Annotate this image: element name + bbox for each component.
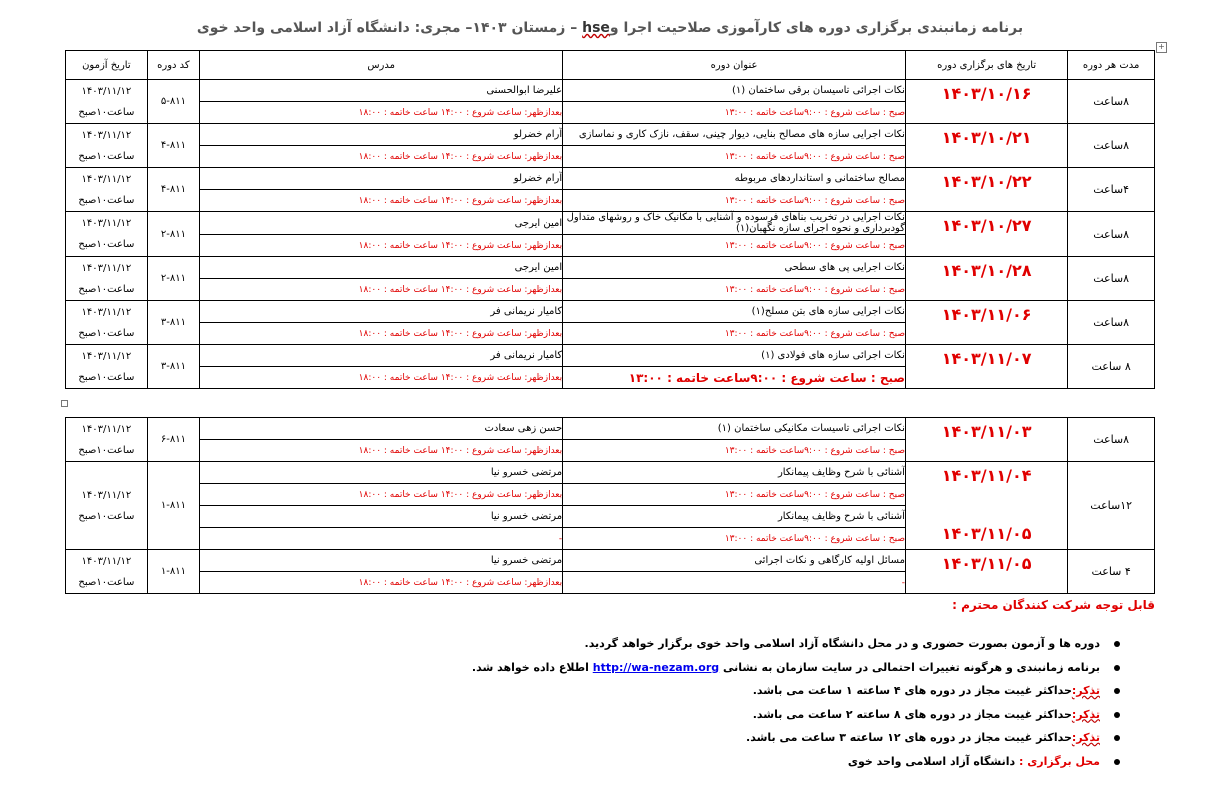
exam-date: ۱۴۰۳/۱۱/۱۲ [81, 129, 132, 141]
note-label: محل برگزاری : [1018, 754, 1100, 768]
teacher-name: امین ایرجی [200, 257, 563, 279]
duration-cell: ۸ساعت [1068, 418, 1155, 462]
course-title: آشنائی با شرح وظایف پیمانکار [563, 462, 906, 484]
exam-time: ساعت۱۰صبح [78, 576, 135, 588]
course-code: ۱-۸۱۱ [147, 462, 199, 550]
course-date: ۱۴۰۳/۱۱/۰۴ [941, 466, 1032, 485]
note-text: حداکثر غیبت مجاز در دوره های ۴ ساعته ۱ ساعت می باشد. [752, 684, 1072, 697]
date-cell [905, 550, 1067, 594]
date-cell [905, 345, 1067, 389]
schedule-table-2 [65, 417, 1155, 594]
course-title: نکات اجرائی تاسیسان برقی ساختمان (۱) [563, 80, 906, 102]
table-header-row [66, 51, 1155, 80]
course-code: ۱-۸۱۱ [147, 550, 199, 594]
duration-cell: ۸ ساعت [1068, 345, 1155, 389]
duration-cell: ۴ساعت [1068, 168, 1155, 212]
duration-cell: ۸ساعت [1068, 212, 1155, 257]
table-row [66, 418, 1155, 440]
teacher-name: مرتضی خسرو نیا [200, 550, 563, 572]
table-row [66, 212, 1155, 235]
exam-cell [66, 168, 148, 212]
course-title: مصالح ساختمانی و استانداردهای مربوطه [563, 168, 906, 190]
exam-time: ساعت۱۰صبح [78, 444, 135, 456]
schedule-table-1 [65, 50, 1155, 389]
note-item [220, 703, 1120, 727]
course-code: ۳-۸۱۱ [147, 301, 199, 345]
title-hse: hse [582, 20, 610, 36]
course-code: ۳-۸۱۱ [147, 345, 199, 389]
exam-time: ساعت۱۰صبح [78, 510, 135, 522]
exam-time: ساعت۱۰صبح [78, 283, 135, 295]
exam-time: ساعت۱۰صبح [78, 194, 135, 206]
teacher-name: کامیار نریمانی فر [200, 345, 563, 367]
duration-cell: ۸ساعت [1068, 257, 1155, 301]
course-date: ۱۴۰۳/۱۰/۲۷ [941, 216, 1032, 235]
exam-date: ۱۴۰۳/۱۱/۱۲ [81, 423, 132, 435]
exam-date: ۱۴۰۳/۱۱/۱۲ [81, 555, 132, 567]
afternoon-time: بعدازظهر: ساعت شروع : ۱۴:۰۰ ساعت خاتمه : ۱۸:۰۰ [200, 235, 563, 257]
table-row [66, 80, 1155, 102]
course-title: نکات اجرایی سازه های بتن مسلح(۱) [563, 301, 906, 323]
course-title: نکات اجرائی سازه های فولادی (۱) [563, 345, 906, 367]
course-title: آشنائی با شرح وظایف پیمانکار [563, 506, 906, 528]
course-code: ۲-۸۱۱ [147, 257, 199, 301]
exam-date: ۱۴۰۳/۱۱/۱۲ [81, 350, 132, 362]
table-row [66, 550, 1155, 572]
duration-cell: ۸ساعت [1068, 124, 1155, 168]
course-title: نکات اجرایی در تخریب بناهای فرسوده و آشنایی با مکانیک خاک و روشهای متداول گودبرداری و نحوه اجرای سازه نگهبان(۱) [563, 212, 906, 235]
exam-time: ساعت۱۰صبح [78, 150, 135, 162]
note-label: تذکر: [1071, 707, 1100, 721]
date-cell [905, 418, 1067, 462]
course-title: نکات اجرایی سازه های مصالح بنایی، دیوار چینی، سقف، نازک کاری و نماسازی [563, 124, 906, 146]
date-cell [905, 462, 1067, 506]
course-date: ۱۴۰۳/۱۱/۰۶ [941, 305, 1032, 324]
course-date: ۱۴۰۳/۱۰/۲۱ [941, 128, 1032, 147]
morning-time: صبح : ساعت شروع : ۹:۰۰ساعت خاتمه : ۱۳:۰۰ [563, 323, 906, 345]
afternoon-time: بعدازظهر: ساعت شروع : ۱۴:۰۰ ساعت خاتمه : ۱۸:۰۰ [200, 484, 563, 506]
morning-time: صبح : ساعت شروع : ۹:۰۰ساعت خاتمه : ۱۳:۰۰ [563, 279, 906, 301]
morning-time: صبح : ساعت شروع : ۹:۰۰ساعت خاتمه : ۱۳:۰۰ [563, 528, 906, 550]
course-code: ۲-۸۱۱ [147, 212, 199, 257]
date-cell [905, 212, 1067, 257]
title-pre: برنامه زمانبندی برگزاری دوره های کارآموزی صلاحیت اجرا و [609, 20, 1024, 36]
page-title [0, 20, 1220, 36]
exam-cell [66, 462, 148, 550]
afternoon-time: بعدازظهر: ساعت شروع : ۱۴:۰۰ ساعت خاتمه : ۱۸:۰۰ [200, 102, 563, 124]
table-row [66, 506, 1155, 528]
note-item [220, 726, 1120, 750]
title-post: – زمستان ۱۴۰۳– مجری: دانشگاه آزاد اسلامی واحد خوی [196, 20, 583, 36]
afternoon-time: بعدازظهر: ساعت شروع : ۱۴:۰۰ ساعت خاتمه : ۱۸:۰۰ [200, 572, 563, 594]
morning-time: صبح : ساعت شروع : ۹:۰۰ساعت خاتمه : ۱۳:۰۰ [563, 190, 906, 212]
course-code: ۴-۸۱۱ [147, 124, 199, 168]
table-row [66, 462, 1155, 484]
exam-cell [66, 418, 148, 462]
header-duration: مدت هر دوره [1068, 51, 1155, 80]
table-row [66, 257, 1155, 279]
course-code: ۶-۸۱۱ [147, 418, 199, 462]
exam-date: ۱۴۰۳/۱۱/۱۲ [81, 262, 132, 274]
table-move-handle-icon[interactable]: + [1156, 42, 1167, 53]
course-date: ۱۴۰۳/۱۱/۰۳ [941, 422, 1032, 441]
exam-time: ساعت۱۰صبح [78, 106, 135, 118]
afternoon-time: بعدازظهر: ساعت شروع : ۱۴:۰۰ ساعت خاتمه : ۱۸:۰۰ [200, 440, 563, 462]
duration-cell: ۱۲ساعت [1068, 462, 1155, 550]
note-item [220, 750, 1120, 774]
teacher-name: امین ایرجی [200, 212, 563, 235]
afternoon-time: بعدازظهر: ساعت شروع : ۱۴:۰۰ ساعت خاتمه : ۱۸:۰۰ [200, 146, 563, 168]
website-link[interactable]: http://wa-nezam.org [592, 660, 720, 674]
date-cell [905, 301, 1067, 345]
course-title: نکات اجرایی پی های سطحی [563, 257, 906, 279]
table-row [66, 124, 1155, 146]
course-date: ۱۴۰۳/۱۰/۲۲ [941, 172, 1032, 191]
note-text: حداکثر غیبت مجاز در دوره های ۸ ساعته ۲ ساعت می باشد. [752, 707, 1072, 721]
header-dates: تاریخ های برگزاری دوره [905, 51, 1067, 80]
note-text: دوره ها و آزمون بصورت حضوری و در محل دانشگاه آزاد اسلامی واحد خوی برگزار خواهد گردید. [584, 637, 1100, 650]
teacher-name: مرتضی خسرو نیا [200, 462, 563, 484]
date-cell [905, 506, 1067, 550]
notes-list [220, 632, 1120, 773]
date-cell [905, 257, 1067, 301]
teacher-name: آرام خضرلو [200, 124, 563, 146]
note-item [220, 656, 1120, 680]
notes-heading: قابل توجه شرکت کنندگان محترم : [952, 598, 1155, 612]
duration-cell: ۸ساعت [1068, 301, 1155, 345]
exam-date: ۱۴۰۳/۱۱/۱۲ [81, 306, 132, 318]
course-date: ۱۴۰۳/۱۰/۲۸ [941, 261, 1032, 280]
afternoon-time: بعدازظهر: ساعت شروع : ۱۴:۰۰ ساعت خاتمه : ۱۸:۰۰ [200, 367, 563, 389]
exam-time: ساعت۱۰صبح [78, 239, 135, 250]
teacher-name: کامیار نریمانی فر [200, 301, 563, 323]
header-exam: تاریخ آزمون [66, 51, 148, 80]
course-code: ۵-۸۱۱ [147, 80, 199, 124]
date-cell [905, 80, 1067, 124]
morning-time: صبح : ساعت شروع : ۹:۰۰ساعت خاتمه : ۱۳:۰۰ [563, 146, 906, 168]
date-cell [905, 124, 1067, 168]
duration-cell: ۴ ساعت [1068, 550, 1155, 594]
exam-cell [66, 301, 148, 345]
duration-cell: ۸ساعت [1068, 80, 1155, 124]
note-text: حداکثر غیبت مجاز در دوره های ۱۲ ساعته ۳ ساعت می باشد. [746, 731, 1072, 744]
exam-cell [66, 124, 148, 168]
note-item [220, 679, 1120, 703]
teacher-name: آرام خضرلو [200, 168, 563, 190]
course-date: ۱۴۰۳/۱۰/۱۶ [941, 84, 1032, 103]
course-date: ۱۴۰۳/۱۱/۰۷ [941, 349, 1032, 368]
course-title: مسائل اولیه کارگاهی و نکات اجرائی [563, 550, 906, 572]
exam-cell [66, 345, 148, 389]
exam-time: ساعت۱۰صبح [78, 371, 135, 383]
exam-cell [66, 80, 148, 124]
note-item [220, 632, 1120, 656]
note-label: تذکر: [1071, 684, 1100, 697]
table-resize-handle-icon[interactable] [61, 400, 68, 407]
table-row [66, 345, 1155, 367]
header-course-title: عنوان دوره [563, 51, 906, 80]
note-text: برنامه زمانبندی و هرگونه تغییرات احتمالی در سایت سازمان به نشانی [723, 660, 1100, 674]
exam-cell [66, 257, 148, 301]
exam-date: ۱۴۰۳/۱۱/۱۲ [81, 173, 132, 185]
course-date: ۱۴۰۳/۱۱/۰۵ [941, 524, 1032, 543]
exam-date: ۱۴۰۳/۱۱/۱۲ [81, 85, 132, 97]
teacher-name: حسن زهی سعادت [200, 418, 563, 440]
afternoon-time: بعدازظهر: ساعت شروع : ۱۴:۰۰ ساعت خاتمه : ۱۸:۰۰ [200, 190, 563, 212]
table-row [66, 168, 1155, 190]
note-label: تذکر: [1071, 731, 1100, 744]
afternoon-time: بعدازظهر: ساعت شروع : ۱۴:۰۰ ساعت خاتمه : ۱۸:۰۰ [200, 279, 563, 301]
exam-date: ۱۴۰۳/۱۱/۱۲ [81, 489, 132, 501]
morning-time: - [563, 572, 906, 594]
morning-time: صبح : ساعت شروع : ۹:۰۰ساعت خاتمه : ۱۳:۰۰ [563, 484, 906, 506]
table-row [66, 301, 1155, 323]
note-text: اطلاع داده خواهد شد. [471, 660, 589, 674]
morning-time: صبح : ساعت شروع : ۹:۰۰ساعت خاتمه : ۱۳:۰۰ [563, 235, 906, 257]
afternoon-time: - [200, 528, 563, 550]
morning-time: صبح : ساعت شروع : ۹:۰۰ساعت خاتمه : ۱۳:۰۰ [563, 440, 906, 462]
afternoon-time: بعدازظهر: ساعت شروع : ۱۴:۰۰ ساعت خاتمه : ۱۸:۰۰ [200, 323, 563, 345]
morning-time: صبح : ساعت شروع : ۹:۰۰ساعت خاتمه : ۱۳:۰۰ [563, 102, 906, 124]
course-title: نکات اجرائی تاسیسات مکانیکی ساختمان (۱) [563, 418, 906, 440]
teacher-name: مرتضی خسرو نیا [200, 506, 563, 528]
exam-cell [66, 550, 148, 594]
exam-cell [66, 212, 148, 257]
note-text: دانشگاه آزاد اسلامی واحد خوی [847, 754, 1016, 768]
date-cell [905, 168, 1067, 212]
teacher-name: علیرضا ابوالحسنی [200, 80, 563, 102]
header-teacher: مدرس [200, 51, 563, 80]
header-code: کد دوره [147, 51, 199, 80]
exam-time: ساعت۱۰صبح [78, 327, 135, 339]
course-code: ۴-۸۱۱ [147, 168, 199, 212]
morning-time: صبح : ساعت شروع : ۹:۰۰ساعت خاتمه : ۱۳:۰۰ [563, 367, 906, 389]
exam-date: ۱۴۰۳/۱۱/۱۲ [81, 218, 132, 229]
course-date: ۱۴۰۳/۱۱/۰۵ [941, 554, 1032, 573]
